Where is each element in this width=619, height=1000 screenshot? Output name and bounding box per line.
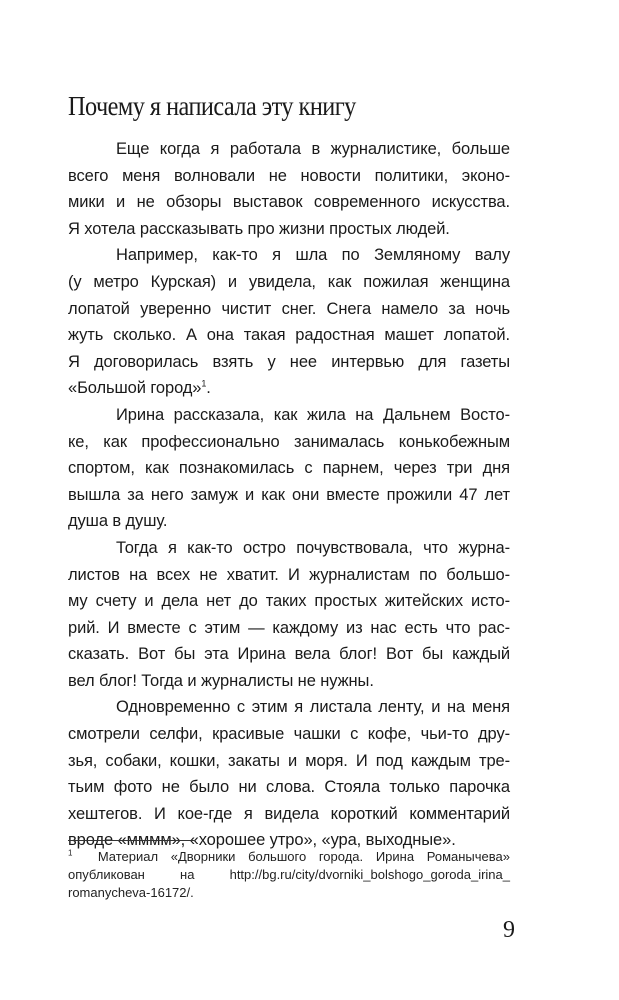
- text-line: сказать. Вот бы эта Ирина вела блог! Вот бы каждый: [68, 645, 510, 664]
- paragraph: [68, 402, 510, 535]
- chapter-heading: Почему я написала эту книгу: [68, 91, 356, 121]
- paragraph: [68, 242, 510, 402]
- text-line: душа в душу.: [68, 512, 168, 531]
- text-line: хештегов. И кое-где я видела короткий комментарий: [68, 804, 510, 823]
- text-line: Я хотела рассказывать про жизни простых людей.: [68, 219, 450, 238]
- text-line: му счету и дела нет до таких простых житейских исто-: [68, 592, 510, 611]
- page-number: 9: [503, 917, 515, 943]
- text-fragment: .: [206, 379, 211, 398]
- text-line: спортом, как познакомилась с парнем, через три дня: [68, 459, 510, 478]
- text-line: вел блог! Тогда и журналисты не нужны.: [68, 671, 374, 690]
- text-line: Я договорилась взять у нее интервью для газеты: [68, 352, 510, 371]
- paragraph: [68, 694, 510, 854]
- text-line: вроде «мммм», «хорошее утро», «ура, выходные».: [68, 831, 456, 850]
- text-line: рий. И вместе с этим — каждому из нас есть что рас-: [68, 618, 510, 637]
- text-line: Одновременно с этим я листала ленту, и на меня: [116, 698, 510, 717]
- paragraph: [68, 136, 510, 242]
- text-line: ке, как профессионально занималась конькобежным: [68, 432, 510, 451]
- text-fragment: Материал «Дворники большого города. Ирина Романычева»: [97, 849, 510, 864]
- text-line: тьим фото не было ни слова. Стояла только парочка: [68, 778, 510, 797]
- footnote: [68, 848, 510, 902]
- text-fragment: «Большой город»: [68, 379, 202, 398]
- text-line: (у метро Курская) и увидела, как пожилая женщина: [68, 272, 510, 291]
- body-text: [68, 136, 510, 854]
- paragraph: [68, 535, 510, 695]
- text-line: Тогда я как-то остро почувствовала, что журна-: [116, 538, 510, 557]
- text-line: листов на всех не хватит. И журналистам по большо-: [68, 565, 510, 584]
- text-line: жуть сколько. А она такая радостная машет лопатой.: [68, 326, 510, 345]
- footnote-line: [68, 848, 510, 866]
- text-line: лопатой уверенно чистит снег. Снега намело за ночь: [68, 299, 510, 318]
- text-line: вышла за него замуж и как они вместе прожили 47 лет: [68, 485, 510, 504]
- text-line: Еще когда я работала в журналистике, больше: [116, 140, 510, 158]
- footnote-reference[interactable]: 1: [201, 378, 207, 389]
- footnote-line: опубликован на http://bg.ru/city/dvorniki_bolshogo_goroda_irina_: [68, 867, 510, 882]
- text-line: зья, собаки, кошки, закаты и моря. И под каждым тре-: [68, 751, 510, 770]
- text-line: всего меня волновали не новости политики, эконо-: [68, 166, 510, 185]
- text-line: [68, 375, 510, 402]
- footnote-line: romanycheva-16172/.: [68, 885, 194, 900]
- page-content: [68, 86, 510, 854]
- text-line: Ирина рассказала, как жила на Дальнем Восто-: [116, 405, 510, 424]
- text-line: Например, как-то я шла по Земляному валу: [116, 246, 510, 265]
- footnote-marker: 1: [68, 848, 73, 858]
- text-line: смотрели селфи, красивые чашки с кофе, чьи-то дру-: [68, 725, 510, 744]
- text-line: мики и не обзоры выставок современного искусства.: [68, 193, 510, 212]
- footnote-divider: [68, 840, 194, 841]
